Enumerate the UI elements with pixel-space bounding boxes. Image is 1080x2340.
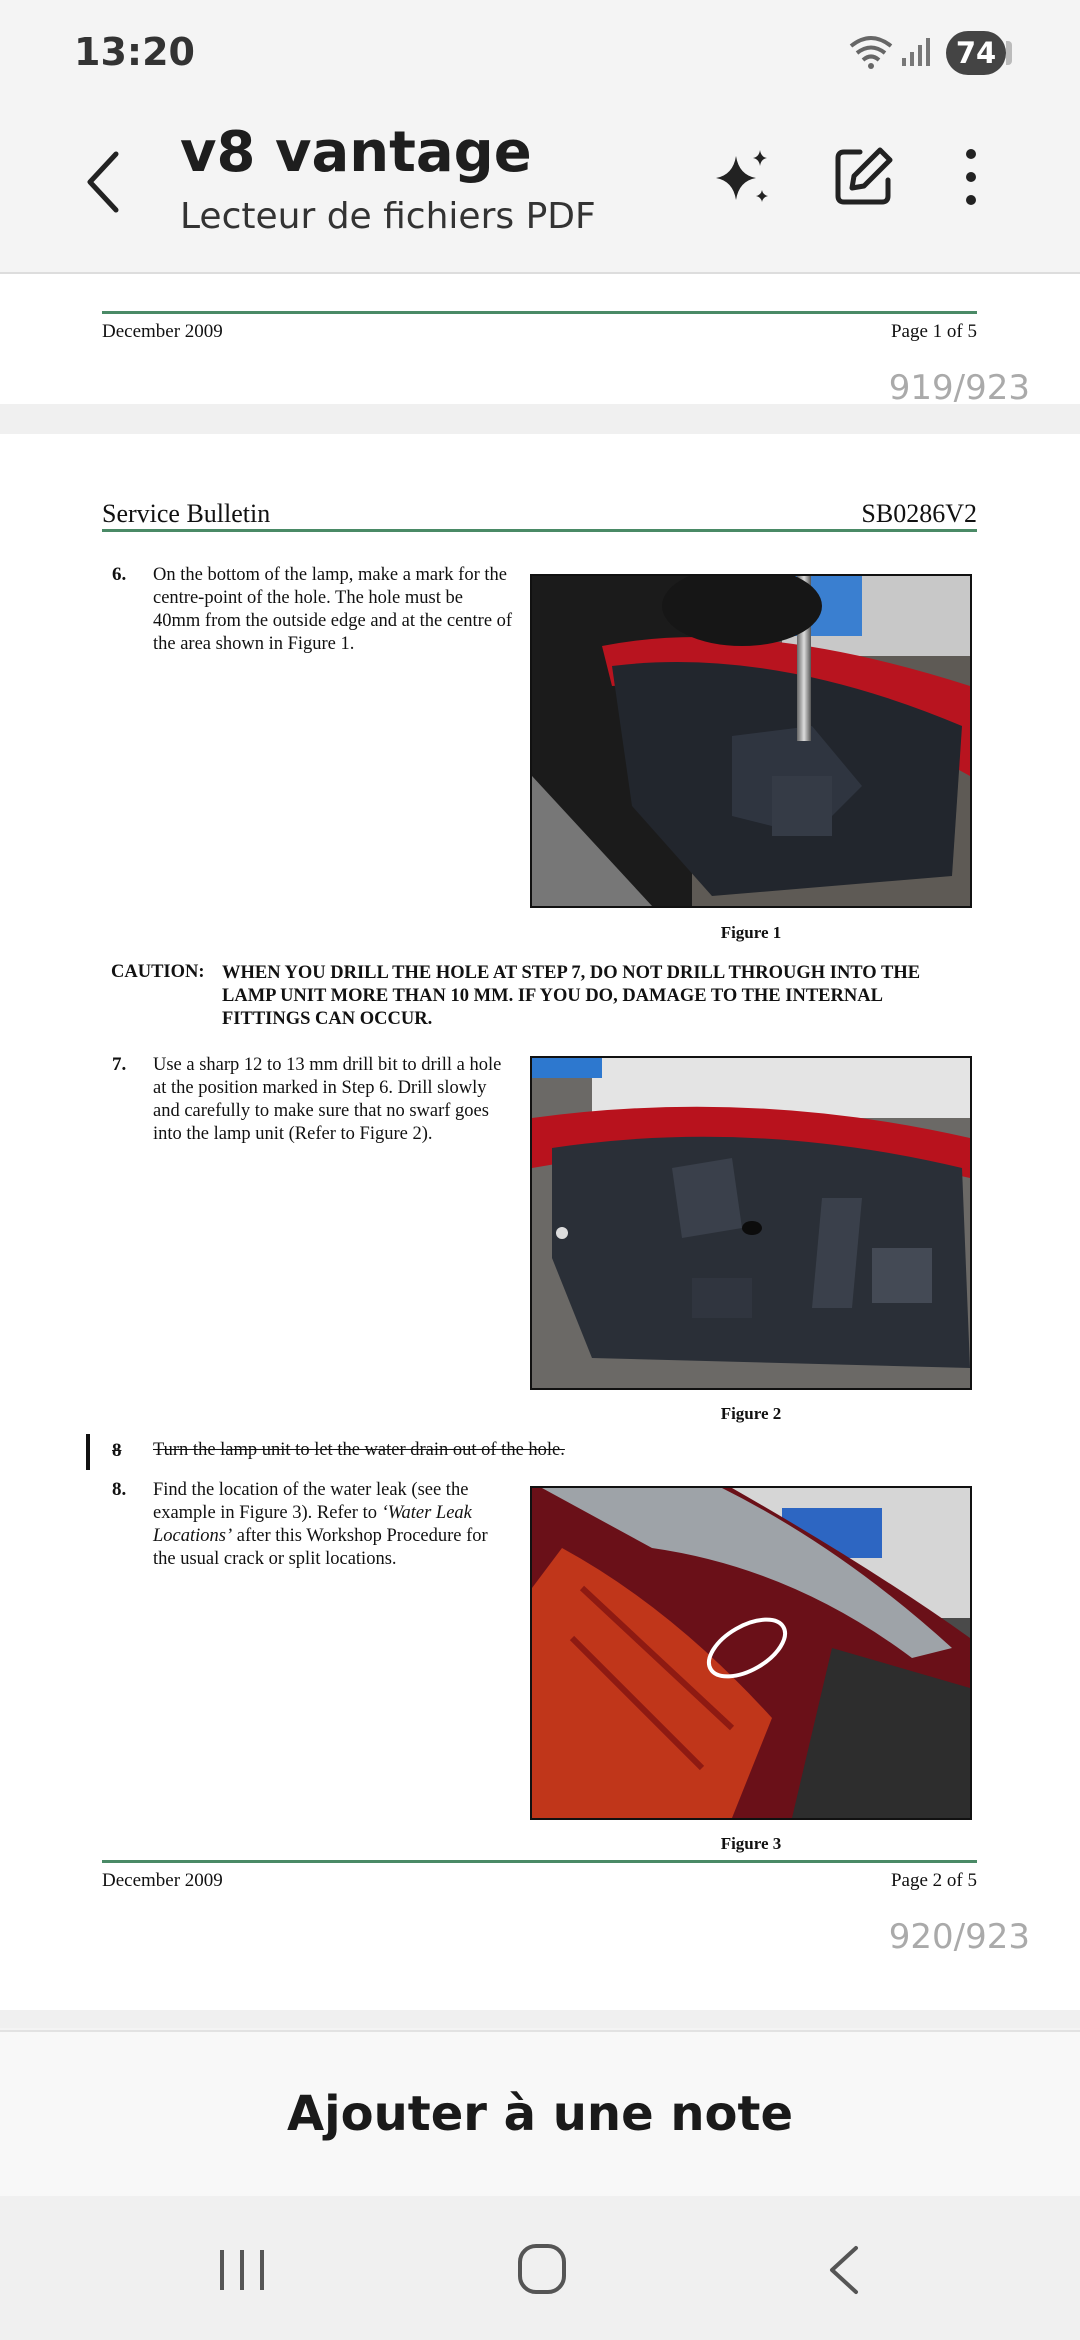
back-icon[interactable] [76,142,136,222]
pdf-page-2 [0,434,1080,2010]
bulletin-label: Service Bulletin [102,499,271,528]
page1-footer-date: December 2009 [102,321,223,342]
figure-3-caption: Figure 3 [720,1834,782,1853]
figure-2-image [530,1056,972,1390]
step-text: Use a sharp 12 to 13 mm drill bit to drill a hole at the position marked in Step 6. Drill slowly and carefully to make sure that no swarf goes into the lamp unit (Refer to Figure 2). [153,1055,502,1144]
add-note-bar [0,2030,1080,2196]
page-counter: 919/923 [888,368,1030,408]
battery-indicator: 74 [946,31,1006,75]
more-vert-icon[interactable] [936,142,1006,212]
step-number: 8. [112,1479,127,1500]
struck-step-text: Turn the lamp unit to let the water drain out of the hole. [153,1440,565,1460]
pdf-page-1 [0,274,1080,408]
home-icon[interactable] [502,2238,582,2302]
sparkle-icon[interactable] [708,142,778,212]
document-title: v8 vantage [180,120,532,185]
back-nav-icon[interactable] [806,2238,886,2302]
add-to-note-button[interactable]: Ajouter à une note [0,2032,1080,2196]
wifi-icon [848,34,894,70]
page2-footer-page: Page 2 of 5 [890,1870,977,1891]
figure-2-caption: Figure 2 [720,1404,782,1423]
footer-rule [102,1860,977,1863]
caution-label: CAUTION: [111,962,205,982]
change-bar [86,1434,90,1470]
status-time: 13:20 [74,30,195,74]
bulletin-code: SB0286V2 [861,499,977,528]
figure-1-image [530,574,972,908]
signal-icon [900,36,934,68]
page-counter: 920/923 [888,1917,1030,1957]
app-subtitle: Lecteur de fichiers PDF [180,196,596,237]
status-bar [0,0,1080,100]
header-rule [102,529,977,532]
figure-1-caption: Figure 1 [720,923,782,942]
caution-text: WHEN YOU DRILL THE HOLE AT STEP 7, DO NOT DRILL THROUGH INTO THE LAMP UNIT MORE THAN 10 MM. IF YOU DO, DAMAGE TO THE INTERNAL FITTINGS CAN OCCUR. [222,963,921,1029]
step-number: 6. [112,564,127,585]
system-nav-bar [0,2196,1080,2340]
step-text: On the bottom of the lamp, make a mark for the centre-point of the hole. The hole must be 40mm from the outside edge and at the centre of the area shown in Figure 1. [153,565,513,654]
footer-rule [102,311,977,314]
pdf-viewer[interactable] [0,274,1080,2028]
figure-3-image [530,1486,972,1820]
step-number: 7. [112,1054,127,1075]
app-header [0,100,1080,274]
struck-step-number: 8 [112,1440,122,1461]
edit-icon[interactable] [828,142,898,212]
step-text: Find the location of the water leak (see the example in Figure 3). Refer to ‘Water Leak Locations’ after this Workshop Procedure for the usual crack or split locations. [153,1480,488,1569]
recents-icon[interactable] [202,2238,282,2302]
page1-footer-page: Page 1 of 5 [890,321,977,342]
page2-footer-date: December 2009 [102,1870,223,1891]
